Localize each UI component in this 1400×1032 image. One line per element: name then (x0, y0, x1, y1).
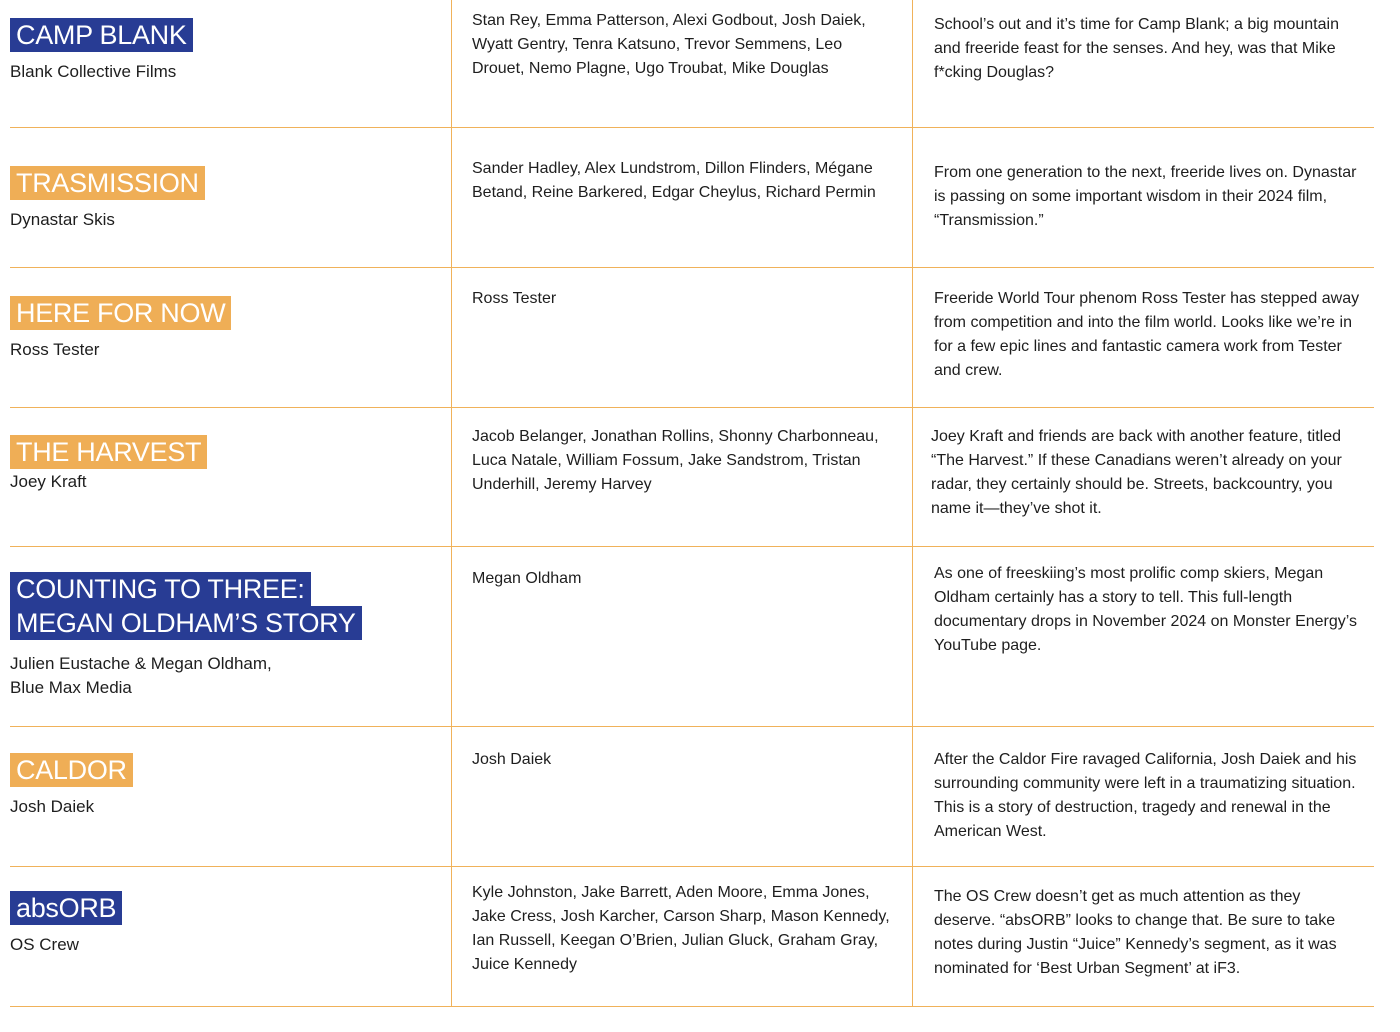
film-title (10, 891, 440, 925)
film-title (10, 18, 440, 52)
film-row (10, 547, 1374, 727)
film-producer-line: Blue Max Media (10, 678, 132, 697)
film-producer: Blank Collective Films (10, 62, 177, 81)
film-row (10, 128, 1374, 268)
film-riders: Sander Hadley, Alex Lundstrom, Dillon Flinders, Mégane Betand, Reine Barkered, Edgar Cheylus, Richard Permin (472, 160, 876, 201)
film-title (10, 296, 440, 330)
film-riders: Stan Rey, Emma Patterson, Alexi Godbout, Josh Daiek, Wyatt Gentry, Tenra Katsuno, Trevor Semmens, Leo Drouet, Nemo Plagne, Ugo Troubat, Mike Douglas (472, 12, 866, 77)
film-title-cell (10, 166, 440, 232)
column-divider (912, 867, 913, 1006)
film-description: Joey Kraft and friends are back with another feature, titled “The Harvest.” If these Canadians weren’t already on your radar, they certainly should be. Streets, backcountry, you name it—they’ve shot it. (931, 428, 1342, 517)
film-row (10, 268, 1374, 408)
film-title-highlight: CALDOR (10, 753, 133, 787)
film-producer: Joey Kraft (10, 472, 87, 491)
column-divider (451, 268, 452, 407)
column-divider (451, 0, 452, 127)
film-title-cell (10, 891, 440, 957)
column-divider (912, 0, 913, 127)
film-title (10, 753, 440, 787)
film-producer: Dynastar Skis (10, 210, 115, 229)
film-title-highlight: absORB (10, 891, 122, 925)
film-row (10, 727, 1374, 867)
film-title (10, 166, 440, 200)
film-title-highlight: CAMP BLANK (10, 18, 193, 52)
film-riders: Ross Tester (472, 290, 557, 307)
column-divider (451, 867, 452, 1006)
column-divider (451, 408, 452, 546)
film-title-highlight: TRASMISSION (10, 166, 205, 200)
column-divider (912, 128, 913, 267)
film-title-cell (10, 18, 440, 84)
film-title-cell (10, 572, 440, 700)
column-divider (912, 727, 913, 866)
film-title-cell (10, 753, 440, 819)
film-title (10, 572, 440, 640)
film-producer: Ross Tester (10, 340, 100, 359)
film-title-highlight: MEGAN OLDHAM’S STORY (10, 606, 362, 640)
film-riders: Josh Daiek (472, 751, 552, 768)
film-riders: Kyle Johnston, Jake Barrett, Aden Moore, Emma Jones, Jake Cress, Josh Karcher, Carson Sharp, Mason Kennedy, Ian Russell, Keegan O’Brien, Julian Gluck, Graham Gray, Juice Kennedy (472, 884, 890, 973)
column-divider (451, 727, 452, 866)
film-title-highlight: COUNTING TO THREE: (10, 572, 311, 606)
column-divider (451, 128, 452, 267)
film-riders: Megan Oldham (472, 570, 582, 587)
column-divider (912, 268, 913, 407)
film-description: From one generation to the next, freeride lives on. Dynastar is passing on some important wisdom in their 2024 film, “Transmission.” (934, 164, 1357, 229)
film-description: After the Caldor Fire ravaged California, Josh Daiek and his surrounding community were left in a traumatizing situation. This is a story of destruction, tragedy and renewal in the American West. (934, 751, 1357, 840)
film-title-highlight: HERE FOR NOW (10, 296, 231, 330)
film-description: As one of freeskiing’s most prolific comp skiers, Megan Oldham certainly has a story to tell. This full-length documentary drops in November 2024 on Monster Energy’s YouTube page. (934, 565, 1358, 654)
film-title-cell (10, 435, 440, 494)
film-description: The OS Crew doesn’t get as much attention as they deserve. “absORB” looks to change that. Be sure to take notes during Justin “Juice” Kennedy’s segment, as it was nominated for ‘Best Urban Segment’ at iF3. (934, 888, 1337, 977)
film-row (10, 867, 1374, 1007)
film-producer (10, 652, 440, 700)
film-producer: OS Crew (10, 935, 79, 954)
film-producer: Josh Daiek (10, 797, 95, 816)
film-title-highlight: THE HARVEST (10, 435, 207, 469)
film-lineup-table (10, 0, 1374, 1007)
film-title-cell (10, 296, 440, 362)
column-divider (912, 408, 913, 546)
film-row (10, 0, 1374, 128)
film-riders: Jacob Belanger, Jonathan Rollins, Shonny Charbonneau, Luca Natale, William Fossum, Jake Sandstrom, Tristan Underhill, Jeremy Harvey (472, 428, 879, 493)
film-description: School’s out and it’s time for Camp Blank; a big mountain and freeride feast for the senses. And hey, was that Mike f*cking Douglas? (934, 16, 1339, 81)
film-description: Freeride World Tour phenom Ross Tester has stepped away from competition and into the film world. Looks like we’re in for a few epic lines and fantastic camera work from Tester and crew. (934, 290, 1360, 379)
column-divider (912, 547, 913, 726)
film-row (10, 408, 1374, 547)
film-title (10, 435, 440, 469)
column-divider (451, 547, 452, 726)
film-producer-line: Julien Eustache & Megan Oldham, (10, 654, 272, 673)
